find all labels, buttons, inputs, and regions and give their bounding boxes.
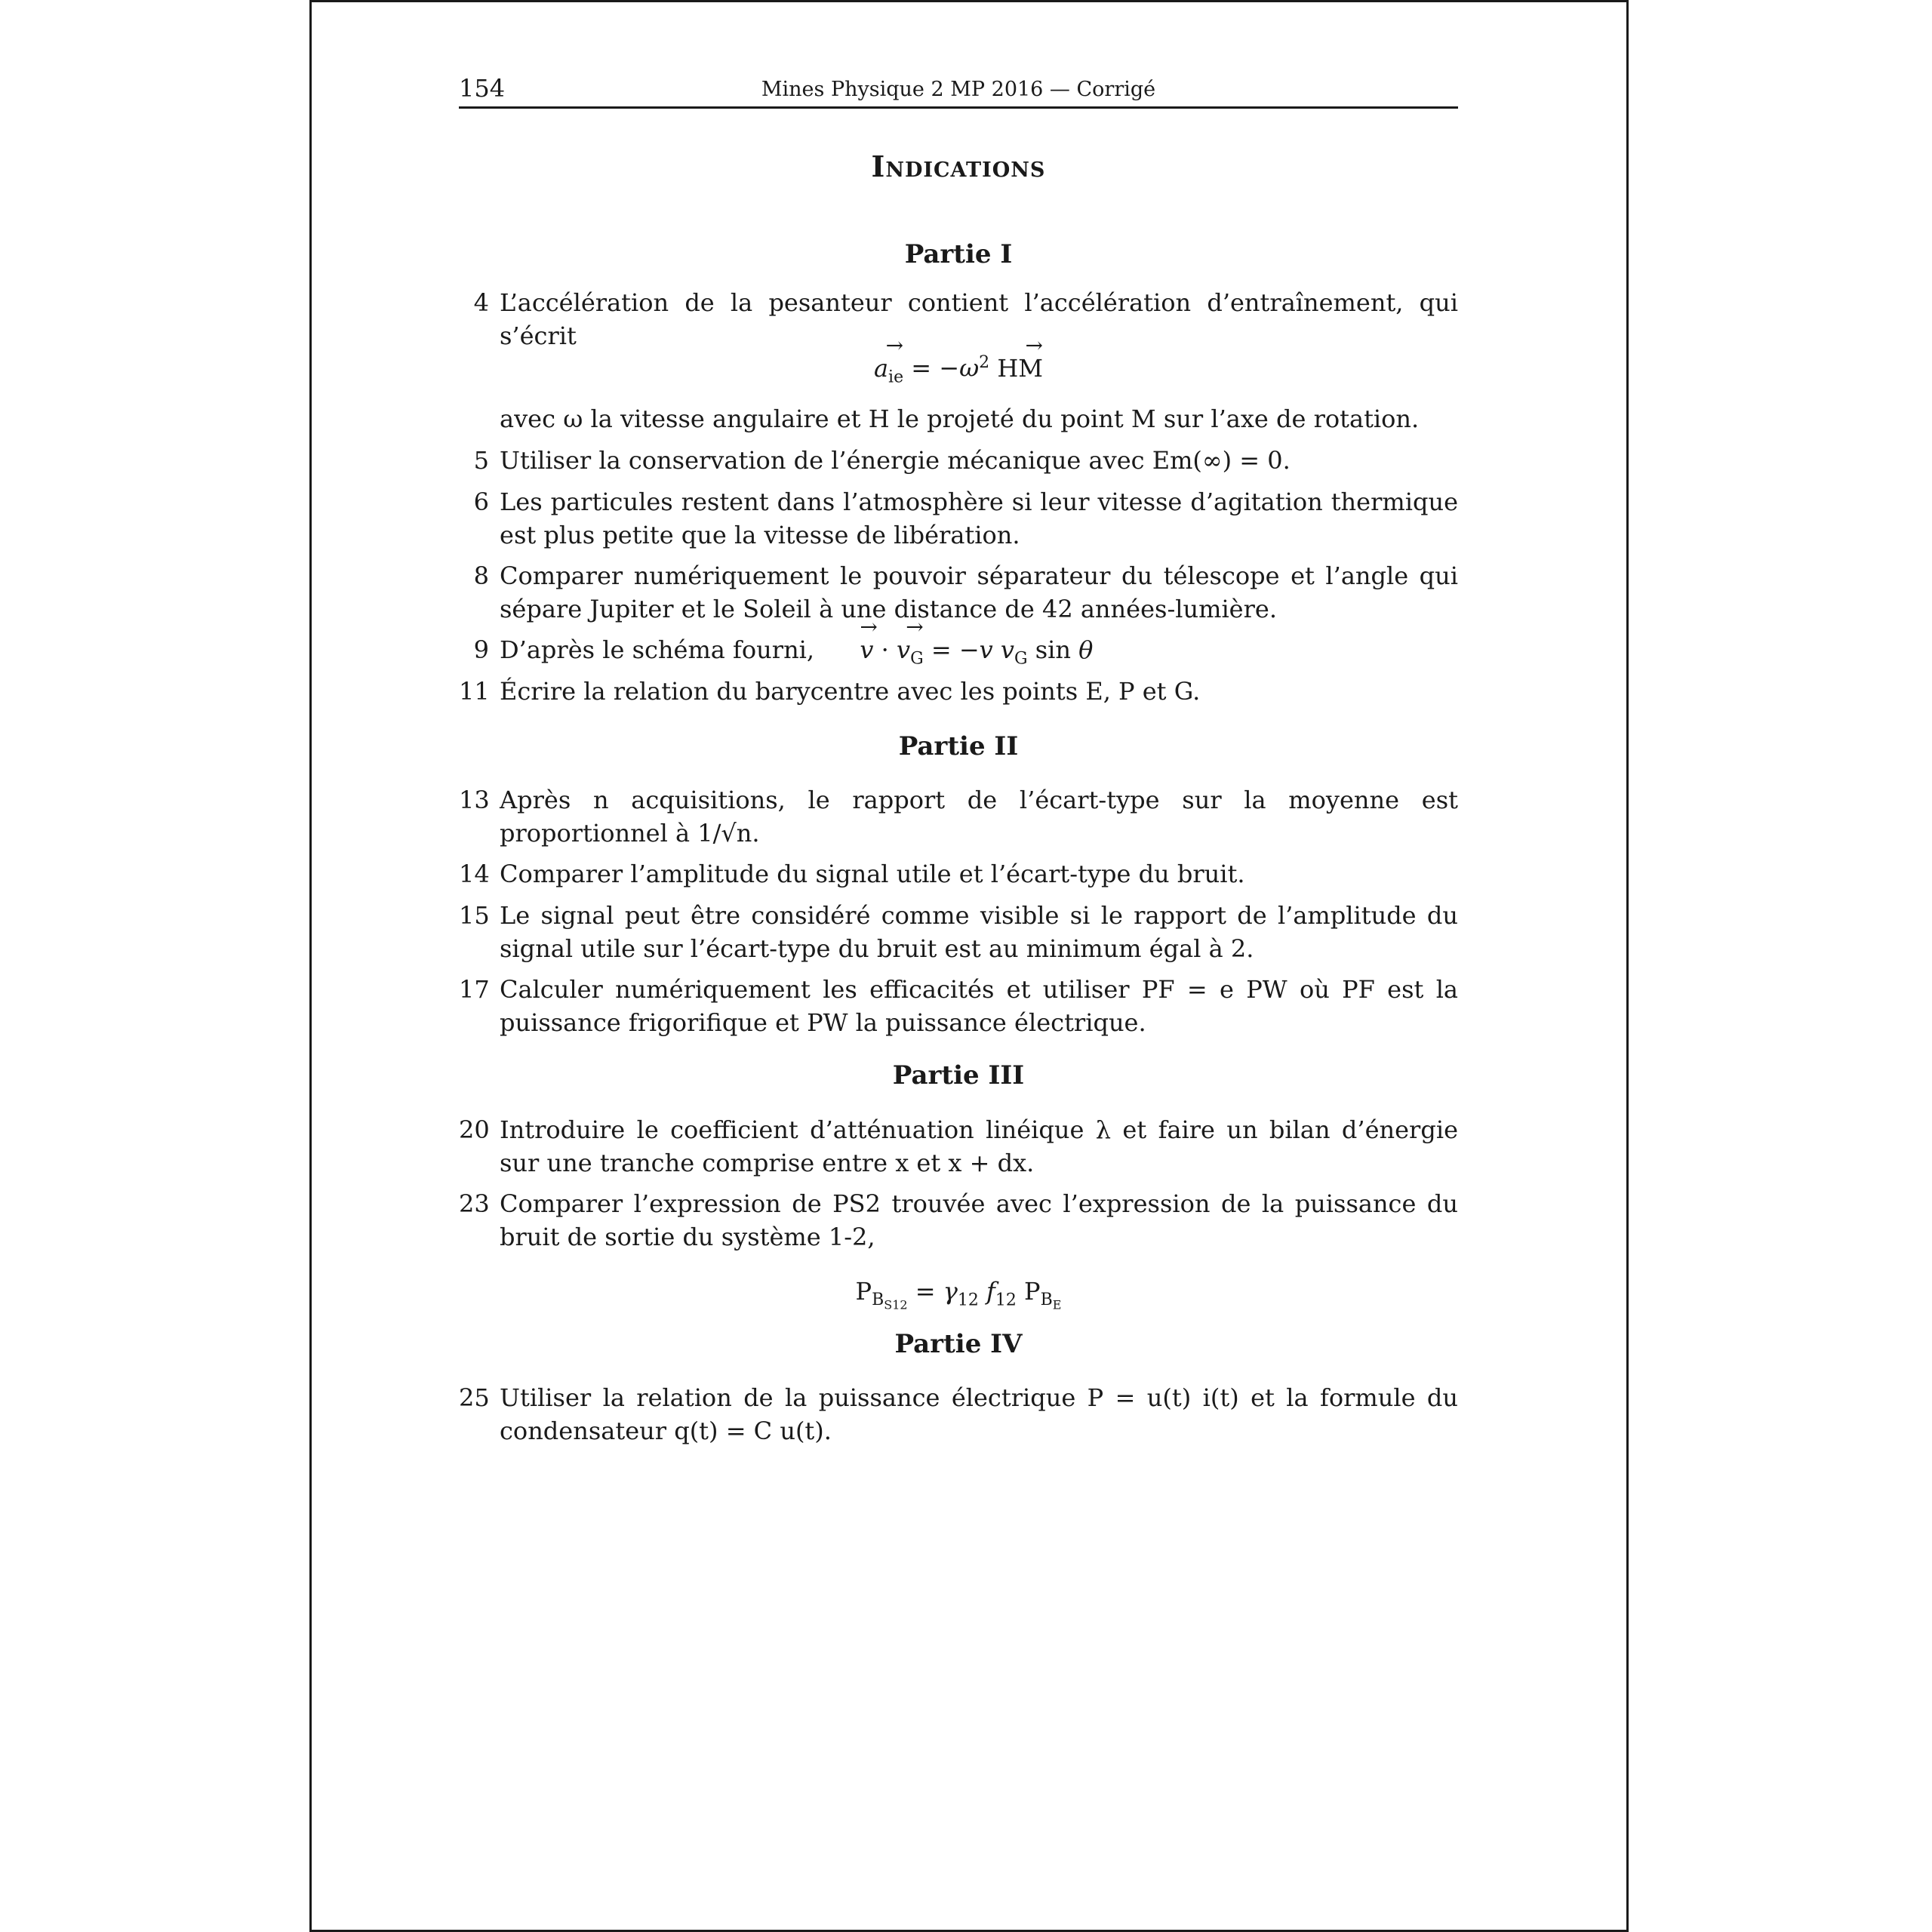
part-title-1: Partie I [904,239,1013,269]
section-title: Indications [871,149,1046,183]
running-header [459,72,1458,109]
question-number: 6 [473,488,489,516]
part-title-2: Partie II [898,731,1019,761]
indication-text: avec ω la vitesse angulaire et H le projeté du point M sur l’axe de rotation. [500,405,1420,433]
question-number: 20 [459,1115,490,1144]
part-title-3: Partie III [892,1060,1025,1091]
document-page [309,0,1629,1932]
indication-text: Écrire la relation du barycentre avec les points E, P et G. [500,677,1201,706]
indication-text: Comparer l’expression de PS2 trouvée avec l’expression de la puissance du bruit de sortie du système 1-2, [500,1189,1458,1251]
question-number: 23 [459,1189,490,1218]
question-number: 5 [473,446,489,475]
indication-text: Utiliser la conservation de l’énergie mécanique avec Em(∞) = 0. [500,446,1291,475]
page-number: 154 [459,74,506,103]
indication-text: L’accélération de la pesanteur contient l’accélération d’entraînement, qui s’écrit [500,288,1458,350]
indication-text: Les particules restent dans l’atmosphère si leur vitesse d’agitation thermique est plus petite que la vitesse de libération. [500,488,1458,549]
question-number: 4 [473,288,489,317]
question-number: 15 [459,901,490,930]
equation-v-dot-vg: → v · → $v_G = -v$ $v_G$ sin θ [860,635,1093,664]
question-number: 11 [459,677,490,706]
indication-text: Utiliser la relation de la puissance électrique P = u(t) i(t) et la formule du condensateur q(t) = C u(t). [500,1383,1458,1445]
indication-text: Calculer numériquement les efficacités et utiliser PF = e PW où PF est la puissance frigorifique et PW la puissance électrique. [500,975,1458,1037]
indication-text: Comparer l’amplitude du signal utile et l’écart-type du bruit. [500,860,1245,888]
indication-text: Introduire le coefficient d’atténuation linéique λ et faire un bilan d’énergie sur une tranche comprise entre x et x + dx. [500,1115,1458,1177]
question-number: 25 [459,1383,490,1412]
question-number: 17 [459,975,490,1004]
part-title-4: Partie IV [894,1329,1023,1359]
question-number: 14 [459,860,490,888]
question-number: 8 [473,561,489,590]
indication-text: Le signal peut être considéré comme visible si le rapport de l’amplitude du signal utile sur l’écart-type du bruit est au minimum égal à 2. [500,901,1458,963]
equation-aie: → $a_{ie} = -\omega^2$ → HM [459,346,1458,394]
indication-text: Comparer numériquement le pouvoir séparateur du télescope et l’angle qui sépare Jupiter et le Soleil à une distance de 42 années-lumière. [500,561,1458,623]
indication-text: D’après le schéma fourni, → v · → $v_G = -v$ $v_G$ sin θ [500,633,1458,675]
question-number: 13 [459,786,490,814]
question-number: 9 [473,635,489,664]
indication-text: Après n acquisitions, le rapport de l’écart-type sur la moyenne est proportionnel à 1/√n. [500,786,1458,848]
equation-pbs12: $P_{B_{S12}} = \gamma_{12}$ $f_{12}$ $P_{B_E}$ [855,1277,1062,1312]
running-title: Mines Physique 2 MP 2016 — Corrigé [761,78,1156,101]
